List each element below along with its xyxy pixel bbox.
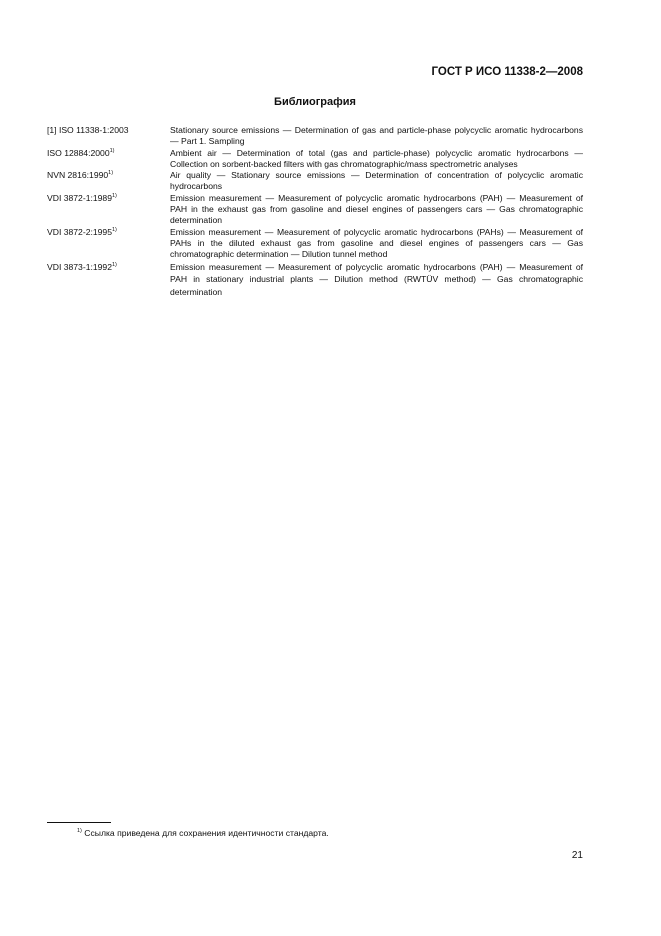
bibliography-entry	[47, 227, 583, 261]
bibliography-entry	[47, 261, 583, 299]
reference-code: [1] ISO 11338-1:2003	[47, 125, 129, 135]
entry-reference	[47, 125, 170, 148]
entry-title: Emission measurement — Measurement of polycyclic aromatic hydrocarbons (PAH) — Measurement of PAH in the exhaust gas from gasoline and diesel engines of passengers cars — Gas chromatographic determination	[170, 192, 583, 226]
reference-code: VDI 3872-2:1995	[47, 226, 112, 237]
entry-title: Emission measurement — Measurement of polycyclic aromatic hydrocarbons (PAH) — Measurement of PAH in stationary industrial plants — Dilution method (RWTÜV method) — Gas chromatographic determination	[170, 261, 583, 297]
reference-code: VDI 3872-1:1989	[47, 192, 112, 203]
reference-code: NVN 2816:1990	[47, 170, 109, 181]
bibliography-entry	[47, 125, 583, 148]
footnote-divider	[47, 822, 111, 823]
reference-code: VDI 3873-1:1992	[47, 261, 112, 272]
entry-title: Air quality — Stationary source emissions — Determination of concentration of polycyclic aromatic hydrocarbons	[170, 170, 583, 192]
bibliography-title: Библиография	[274, 96, 356, 108]
bibliography-entry	[47, 148, 583, 171]
entry-reference	[47, 193, 170, 227]
footnote-text: Ссылка приведена для сохранения идентичности стандарта.	[84, 828, 329, 838]
bibliography-list	[47, 125, 583, 298]
entry-title: Emission measurement — Measurement of polycyclic aromatic hydrocarbons (PAHs) — Measurement of PAHs in the diluted exhaust gas from gasoline and diesel engines of passengers cars — Gas chromatographic determination — Dilution tunnel method	[170, 226, 583, 260]
footnote-mark: 1)	[111, 226, 117, 233]
standard-header: ГОСТ Р ИСО 11338-2—2008	[431, 66, 583, 78]
footnote-mark: 1)	[77, 828, 82, 834]
bibliography-entry	[47, 193, 583, 227]
footnote-mark: 1)	[111, 192, 117, 199]
footnote-mark: 1)	[111, 261, 117, 268]
entry-title: Stationary source emissions — Determination of gas and particle-phase polycyclic aromatic hydrocarbons — Part 1. Sampling	[170, 125, 583, 147]
footnote-mark: 1)	[108, 170, 114, 177]
entry-reference	[47, 170, 170, 193]
entry-reference	[47, 261, 170, 299]
reference-code: ISO 12884:2000	[47, 147, 110, 158]
entry-reference	[47, 227, 170, 261]
entry-reference	[47, 148, 170, 171]
page-number: 21	[571, 850, 583, 861]
footnote	[77, 828, 329, 838]
bibliography-entry	[47, 170, 583, 193]
footnote-mark: 1)	[109, 147, 115, 154]
entry-title: Ambient air — Determination of total (gas and particle-phase) polycyclic aromatic hydrocarbons — Collection on sorbent-backed filters with gas chromatographic/mass spectrometric analyses	[170, 147, 583, 169]
